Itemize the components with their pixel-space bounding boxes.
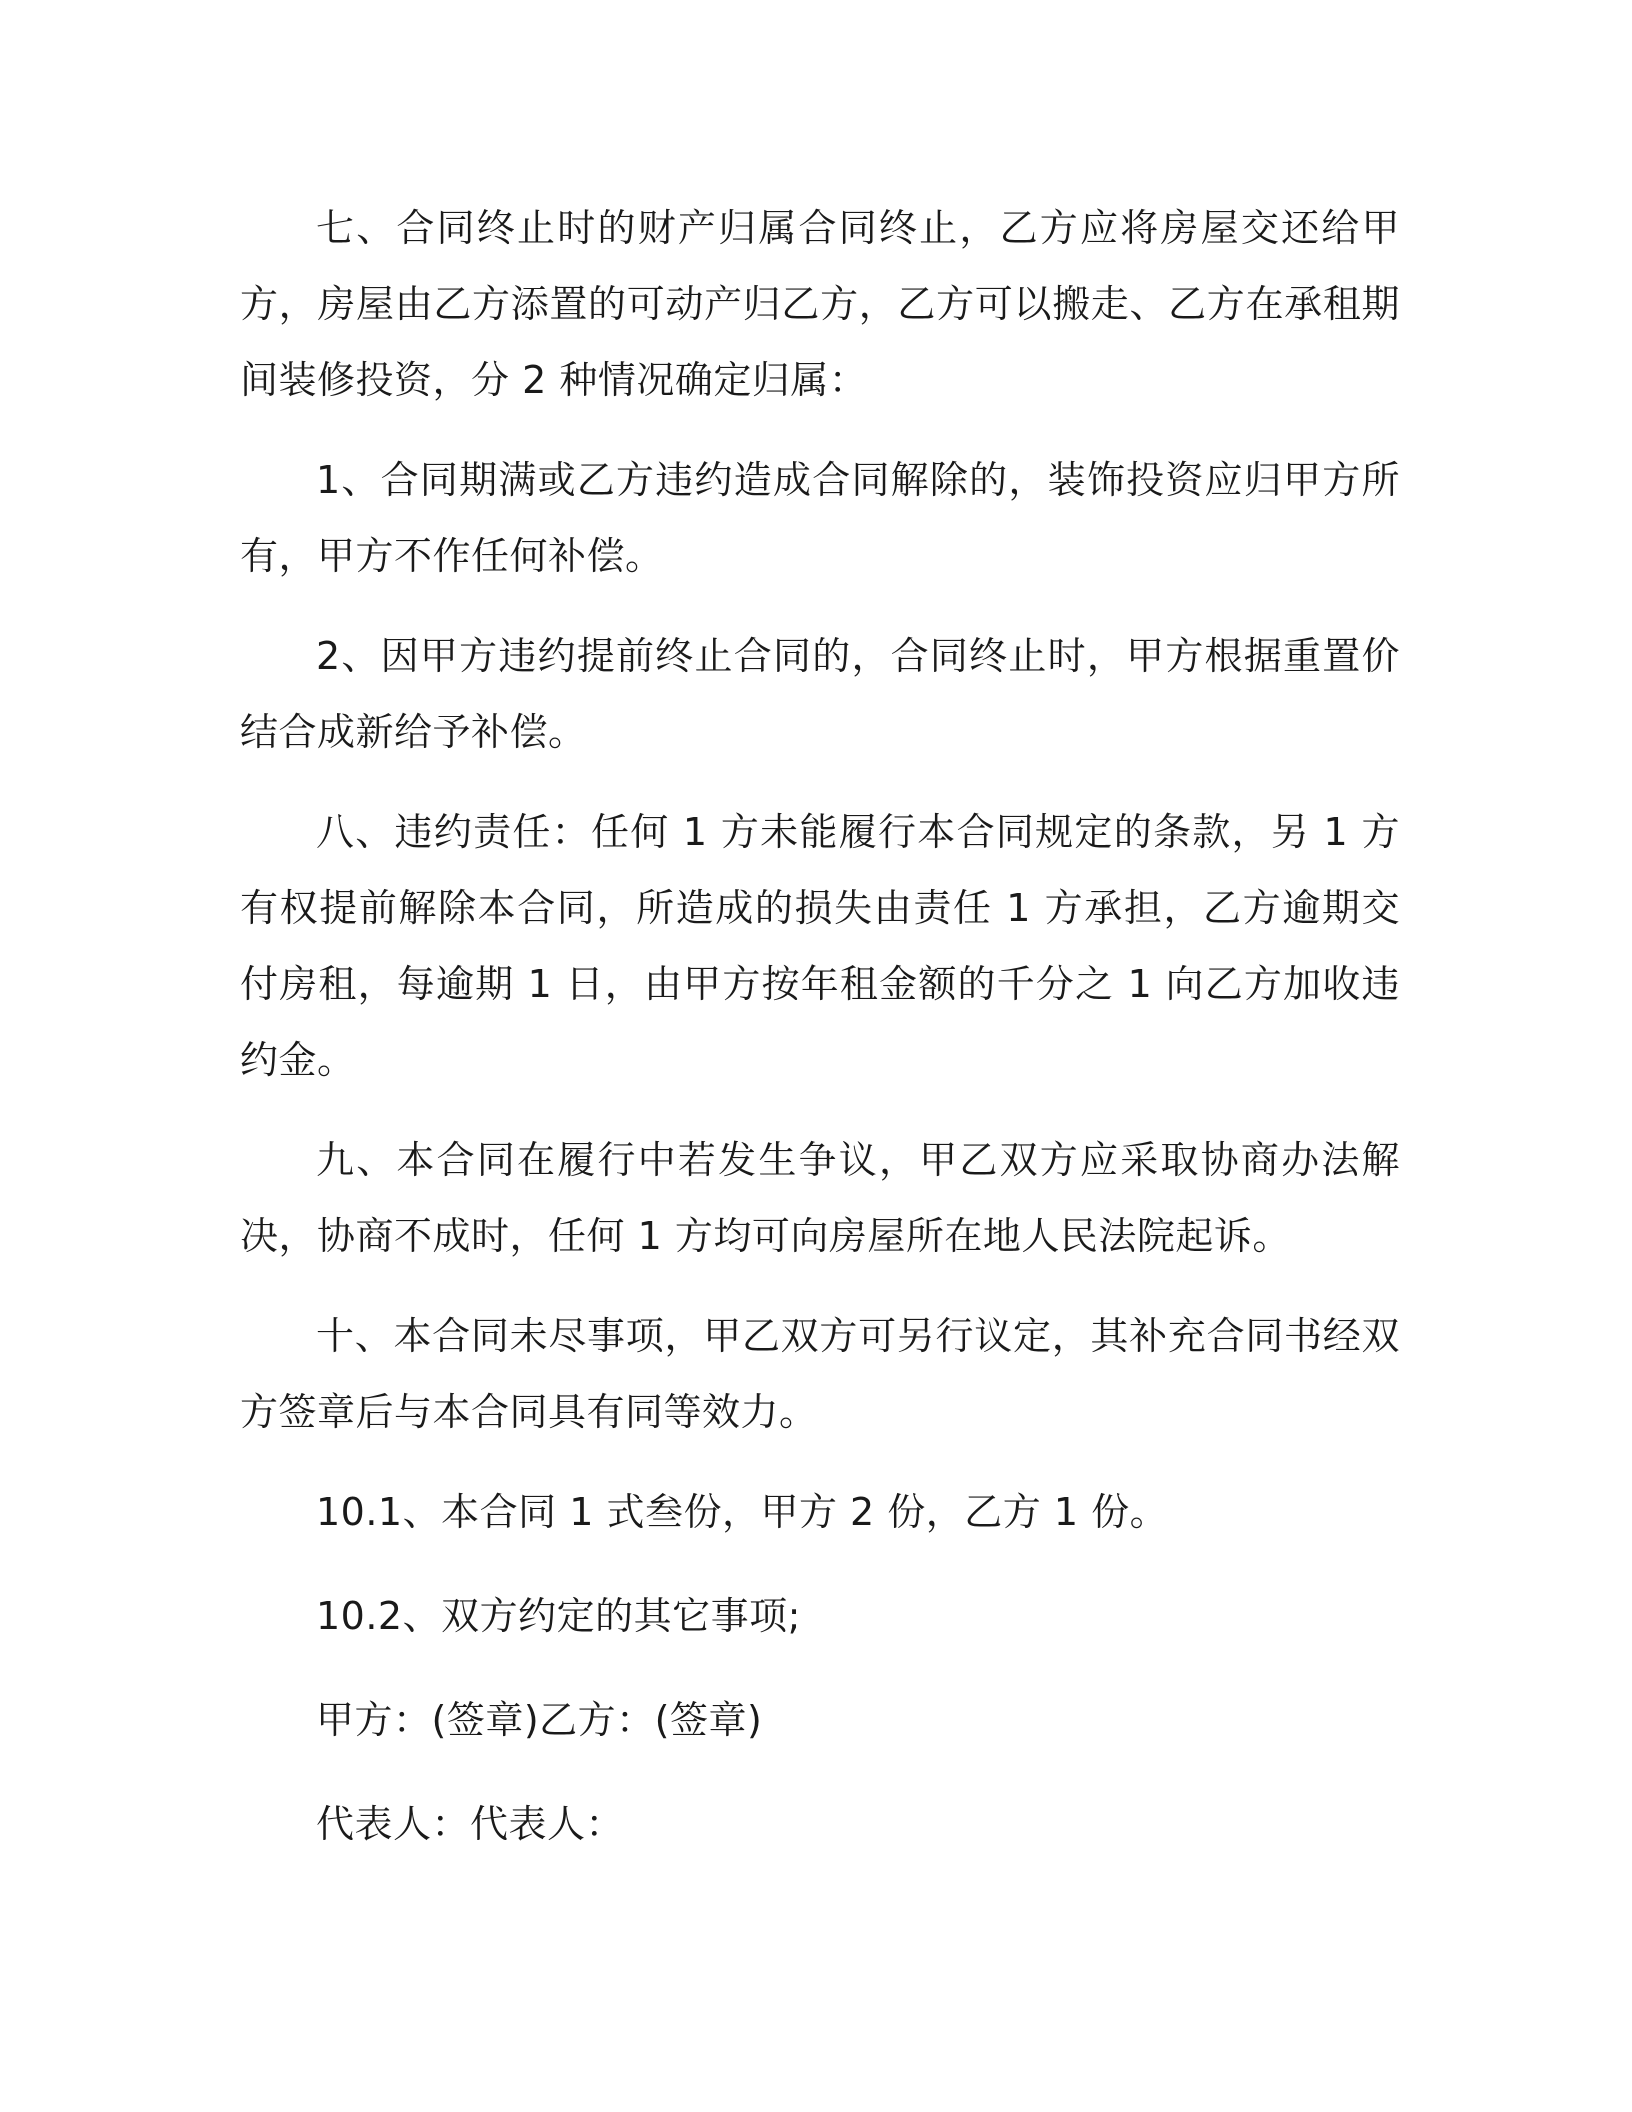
clause-7-item-1: 1、合同期满或乙方违约造成合同解除的，装饰投资应归甲方所有，甲方不作任何补偿。	[240, 458, 1400, 578]
clause-7-item-2: 2、因甲方违约提前终止合同的，合同终止时，甲方根据重置价结合成新给予补偿。	[240, 634, 1400, 754]
clause-9-disputes: 九、本合同在履行中若发生争议，甲乙双方应采取协商办法解决，协商不成时，任何 1 方均可向房屋所在地人民法院起诉。	[240, 1138, 1400, 1258]
clause-10-supplementary: 十、本合同未尽事项，甲乙双方可另行议定，其补充合同书经双方签章后与本合同具有同等效力。	[240, 1314, 1400, 1434]
clause-8-liability: 八、违约责任：任何 1 方未能履行本合同规定的条款，另 1 方有权提前解除本合同，所造成的损失由责任 1 方承担，乙方逾期交付房租，每逾期 1 日，由甲方按年租金额的千分之 1 向乙方加收违约金。	[240, 810, 1400, 1082]
clause-10-1-copies: 10.1、本合同 1 式叁份，甲方 2 份，乙方 1 份。	[316, 1490, 1169, 1534]
signature-parties: 甲方：(签章)乙方：(签章)	[316, 1698, 763, 1742]
clause-7-property-ownership: 七、合同终止时的财产归属合同终止，乙方应将房屋交还给甲方，房屋由乙方添置的可动产归乙方，乙方可以搬走、乙方在承租期间装修投资，分 2 种情况确定归属：	[240, 206, 1400, 402]
signature-representatives: 代表人：代表人：	[316, 1802, 625, 1846]
clause-10-2-other-matters: 10.2、双方约定的其它事项;	[316, 1594, 801, 1638]
contract-body	[240, 190, 1400, 1890]
